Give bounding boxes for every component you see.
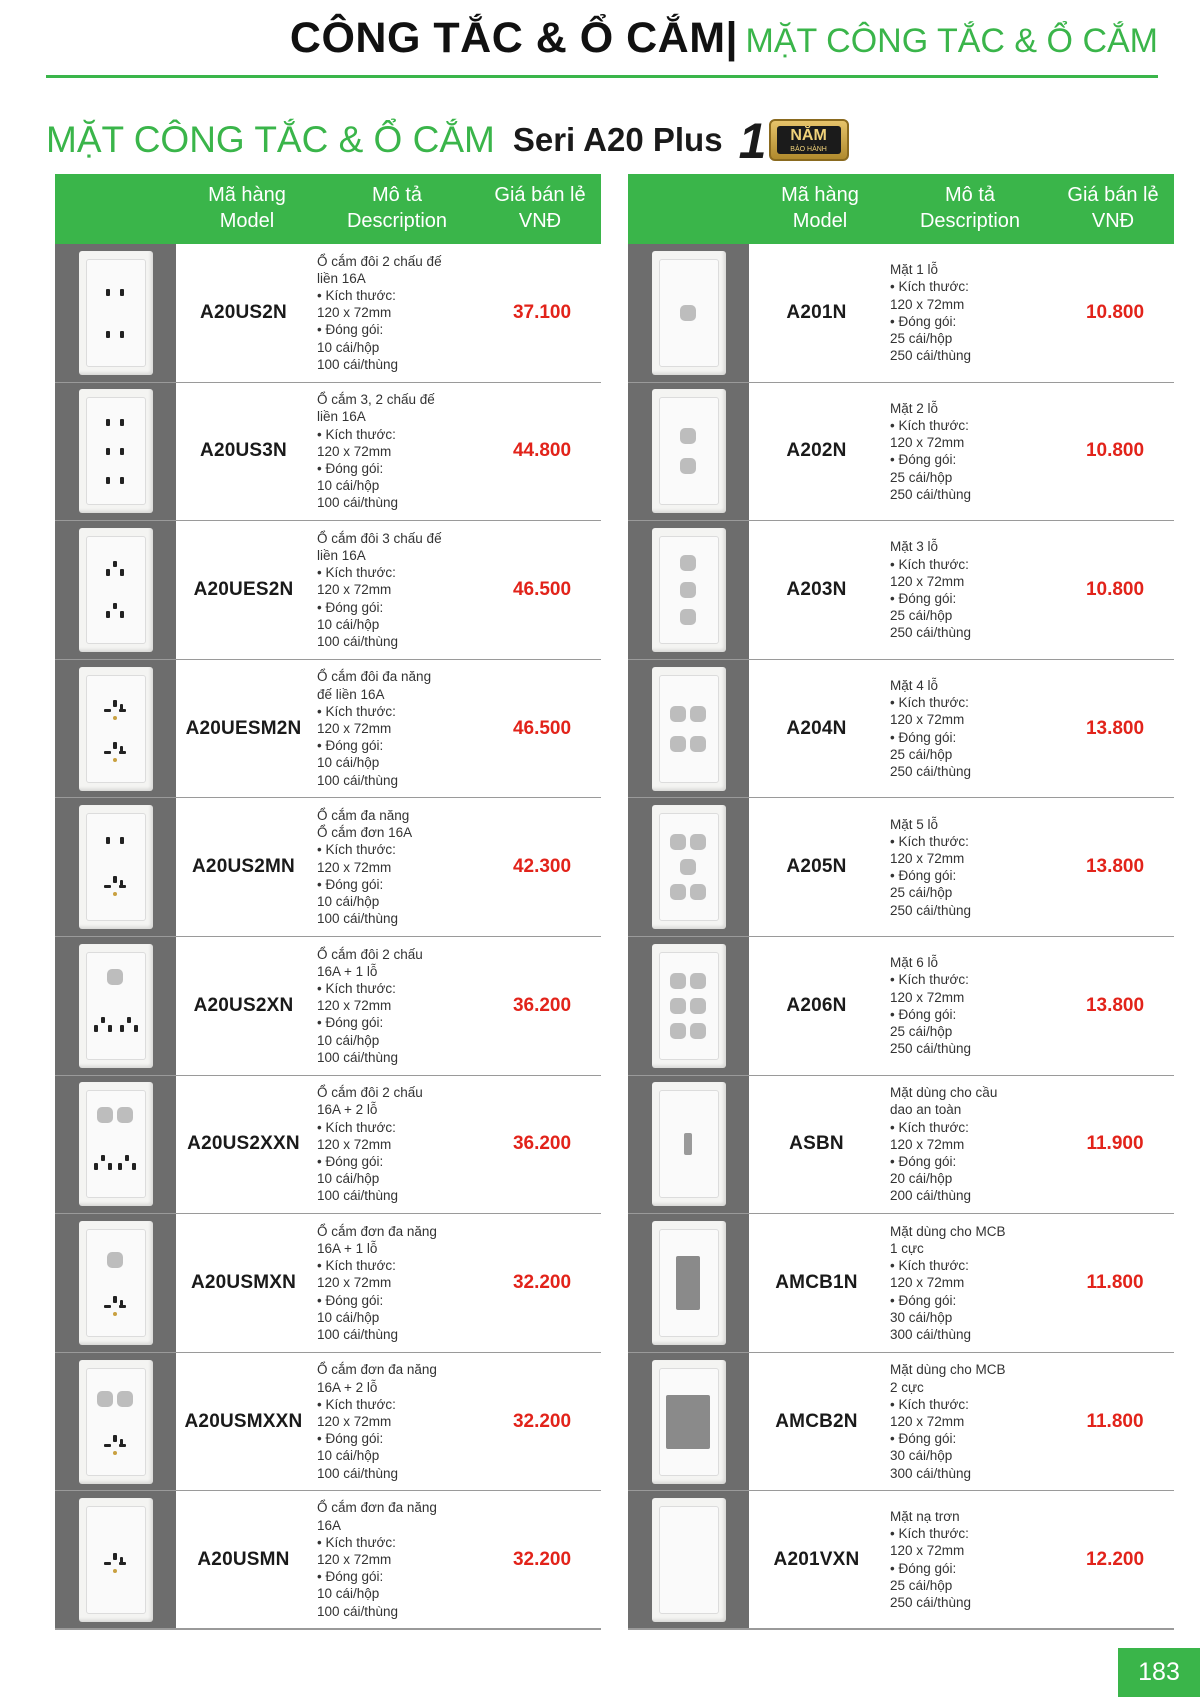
description-text: Mặt nạ trơn • Kích thước: 120 x 72mm • Đóng gói: 25 cái/hộp 250 cái/thùng — [890, 1509, 972, 1611]
product-description — [884, 937, 1056, 1075]
product-model: A202N — [786, 440, 847, 462]
product-price: 11.800 — [1086, 1271, 1144, 1293]
product-price: 10.800 — [1085, 578, 1145, 600]
product-model: A20USMXXN — [184, 1410, 303, 1432]
product-price: 12.200 — [1085, 1548, 1145, 1570]
table-row — [55, 937, 601, 1076]
product-model: A206N — [786, 994, 847, 1016]
single-multi-socket-icon — [79, 1498, 153, 1622]
product-image — [628, 1491, 749, 1628]
product-description — [884, 1491, 1056, 1628]
description-text: Mặt dùng cho MCB 1 cực • Kích thước: 120 x 72mm • Đóng gói: 30 cái/hộp 300 cái/thùng — [890, 1223, 1006, 1342]
product-model: ASBN — [789, 1133, 844, 1155]
plate-mcb-2-pole-icon — [652, 1360, 726, 1484]
product-model: A20USMXN — [190, 1271, 297, 1293]
header-model-vi: Mã hàng — [781, 184, 859, 206]
header-model-vi: Mã hàng — [208, 184, 286, 206]
double-socket-2pin-icon — [79, 251, 153, 375]
badge-year: NĂM — [790, 127, 827, 144]
plate-1-hole-icon — [652, 251, 726, 375]
product-model: A20US2N — [200, 301, 287, 323]
table-row — [628, 660, 1174, 799]
description-text: Ổ cắm đôi 2 chấu đế liền 16A • Kích thước: 120 x 72mm • Đóng gói: 10 cái/hộp 100 cái/thùng — [317, 253, 442, 372]
product-description — [884, 383, 1056, 521]
table-row — [55, 383, 601, 522]
header-desc-vi: Mô tả — [944, 184, 996, 206]
product-image — [55, 1076, 176, 1214]
product-image — [628, 798, 749, 936]
product-model: A201N — [786, 301, 847, 323]
product-description — [884, 244, 1056, 382]
product-price: 11.800 — [1086, 1410, 1144, 1432]
header-price-en: VNĐ — [1091, 210, 1135, 232]
product-description — [884, 1214, 1056, 1352]
product-price: 36.200 — [512, 1133, 572, 1155]
table-row — [55, 1214, 601, 1353]
product-price: 13.800 — [1085, 856, 1145, 878]
table-row — [628, 521, 1174, 660]
table-body-right — [628, 244, 1174, 1630]
page-number: 183 — [1118, 1648, 1200, 1697]
table-row — [55, 660, 601, 799]
table-row — [55, 798, 601, 937]
product-image — [55, 383, 176, 521]
product-image — [628, 937, 749, 1075]
header-desc-vi: Mô tả — [371, 184, 423, 206]
single-multi-1-hole-icon — [79, 1221, 153, 1345]
table-row — [55, 1353, 601, 1492]
product-model: A201VXN — [773, 1548, 860, 1570]
product-description — [311, 383, 483, 521]
product-price: 32.200 — [512, 1271, 572, 1293]
product-model: A203N — [786, 578, 847, 600]
description-text: Ổ cắm đôi đa năng đế liền 16A • Kích thước: 120 x 72mm • Đóng gói: 10 cái/hộp 100 cái/thùng — [317, 669, 432, 788]
product-description — [311, 521, 483, 659]
description-text: Ổ cắm đôi 2 chấu 16A + 2 lỗ • Kích thước: 120 x 72mm • Đóng gói: 10 cái/hộp 100 cái/thùng — [317, 1085, 423, 1204]
single-multi-2-holes-icon — [79, 1360, 153, 1484]
badge-warranty: BẢO HÀNH — [790, 146, 827, 153]
table-row — [628, 1353, 1174, 1492]
plate-4-holes-icon — [652, 667, 726, 791]
header-title-light: MẶT CÔNG TẮC & Ổ CẮM — [745, 22, 1158, 60]
triple-socket-2pin-icon — [79, 389, 153, 513]
description-text: Ổ cắm đơn đa năng 16A + 1 lỗ • Kích thước: 120 x 72mm • Đóng gói: 10 cái/hộp 100 cái/thùng — [317, 1223, 437, 1342]
table-row — [628, 1076, 1174, 1215]
product-description — [884, 1353, 1056, 1491]
product-image — [55, 937, 176, 1075]
plate-blank-icon — [652, 1498, 726, 1622]
product-price: 13.800 — [1085, 717, 1145, 739]
product-description — [311, 798, 483, 936]
product-description — [884, 798, 1056, 936]
product-description — [311, 1076, 483, 1214]
product-model: A20USMN — [197, 1548, 290, 1570]
description-text: Mặt 6 lỗ • Kích thước: 120 x 72mm • Đóng gói: 25 cái/hộp 250 cái/thùng — [890, 955, 972, 1057]
description-text: Ổ cắm đôi 2 chấu 16A + 1 lỗ • Kích thước: 120 x 72mm • Đóng gói: 10 cái/hộp 100 cái/thùng — [317, 946, 423, 1065]
product-image — [55, 798, 176, 936]
product-model: A204N — [786, 717, 847, 739]
warranty-badge-icon — [738, 113, 854, 169]
header-price-en: VNĐ — [518, 210, 562, 232]
description-text: Ổ cắm 3, 2 chấu đế liền 16A • Kích thước: 120 x 72mm • Đóng gói: 10 cái/hộp 100 cái/thùng — [317, 392, 435, 511]
multi-single-socket-icon — [79, 805, 153, 929]
product-image — [55, 244, 176, 382]
table-row — [55, 1076, 601, 1215]
product-image — [55, 1353, 176, 1491]
plate-safety-breaker-icon — [652, 1082, 726, 1206]
header-model-en: Model — [219, 210, 275, 232]
description-text: Mặt 3 lỗ • Kích thước: 120 x 72mm • Đóng gói: 25 cái/hộp 250 cái/thùng — [890, 539, 972, 641]
product-image — [628, 1214, 749, 1352]
plate-6-holes-icon — [652, 944, 726, 1068]
plate-2-holes-icon — [652, 389, 726, 513]
product-image — [55, 521, 176, 659]
product-price: 11.900 — [1086, 1133, 1144, 1155]
product-price: 46.500 — [512, 578, 572, 600]
table-row — [628, 1491, 1174, 1630]
double-socket-3pin-icon — [79, 528, 153, 652]
product-price: 42.300 — [512, 856, 572, 878]
table-row — [628, 1214, 1174, 1353]
product-description — [311, 1214, 483, 1352]
description-text: Mặt 2 lỗ • Kích thước: 120 x 72mm • Đóng gói: 25 cái/hộp 250 cái/thùng — [890, 400, 972, 502]
header-price-vi: Giá bán lẻ — [494, 184, 586, 206]
description-text: Ổ cắm đôi 3 chấu đế liền 16A • Kích thước: 120 x 72mm • Đóng gói: 10 cái/hộp 100 cái/thùng — [317, 530, 442, 649]
product-image — [628, 383, 749, 521]
product-image — [628, 660, 749, 798]
header-separator: | — [725, 14, 738, 62]
product-price: 10.800 — [1085, 301, 1145, 323]
product-price: 37.100 — [512, 301, 572, 323]
product-model: AMCB1N — [775, 1271, 858, 1293]
product-image — [628, 1076, 749, 1214]
table-row — [55, 521, 601, 660]
product-image — [628, 244, 749, 382]
product-description — [311, 1353, 483, 1491]
table-row — [55, 1491, 601, 1630]
product-model: A20US2XXN — [187, 1133, 300, 1155]
product-price: 36.200 — [512, 994, 572, 1016]
description-text: Mặt dùng cho MCB 2 cực • Kích thước: 120 x 72mm • Đóng gói: 30 cái/hộp 300 cái/thùng — [890, 1362, 1006, 1481]
header-desc-en: Description — [346, 210, 448, 232]
page-header — [46, 14, 1158, 78]
description-text: Mặt 1 lỗ • Kích thước: 120 x 72mm • Đóng gói: 25 cái/hộp 250 cái/thùng — [890, 262, 972, 364]
product-model: A20US2MN — [192, 856, 295, 878]
product-image — [55, 660, 176, 798]
table-row — [55, 244, 601, 383]
double-socket-1-hole-icon — [79, 944, 153, 1068]
description-text: Mặt 4 lỗ • Kích thước: 120 x 72mm • Đóng gói: 25 cái/hộp 250 cái/thùng — [890, 677, 972, 779]
header-desc-en: Description — [919, 210, 1021, 232]
product-price: 46.500 — [512, 717, 572, 739]
double-socket-2-holes-icon — [79, 1082, 153, 1206]
double-socket-multi-icon — [79, 667, 153, 791]
table-body-left — [55, 244, 601, 1630]
series-name: Seri A20 Plus — [512, 121, 723, 158]
product-model: A20UESM2N — [185, 717, 302, 739]
table-header — [55, 174, 601, 244]
table-row — [628, 798, 1174, 937]
product-image — [55, 1214, 176, 1352]
product-table-right — [628, 174, 1174, 1630]
product-image — [628, 521, 749, 659]
description-text: Ổ cắm đơn đa năng 16A + 2 lỗ • Kích thước: 120 x 72mm • Đóng gói: 10 cái/hộp 100 cái/thùng — [317, 1362, 437, 1481]
description-text: Ổ cắm đa năng Ổ cắm đơn 16A • Kích thước: 120 x 72mm • Đóng gói: 10 cái/hộp 100 cái/thùng — [317, 807, 413, 927]
product-model: A20US3N — [200, 440, 287, 462]
product-price: 44.800 — [512, 440, 572, 462]
product-price: 10.800 — [1085, 440, 1145, 462]
description-text: Ổ cắm đơn đa năng 16A • Kích thước: 120 x 72mm • Đóng gói: 10 cái/hộp 100 cái/thùng — [317, 1500, 437, 1619]
product-description — [884, 521, 1056, 659]
badge-number: 1 — [738, 113, 767, 169]
plate-mcb-1-pole-icon — [652, 1221, 726, 1345]
table-header — [628, 174, 1174, 244]
product-model: A20US2XN — [193, 994, 294, 1016]
table-row — [628, 937, 1174, 1076]
description-text: Mặt 5 lỗ • Kích thước: 120 x 72mm • Đóng gói: 25 cái/hộp 250 cái/thùng — [890, 816, 972, 918]
product-image — [55, 1491, 176, 1628]
product-description — [884, 660, 1056, 798]
product-model: A20UES2N — [193, 578, 294, 600]
product-image — [628, 1353, 749, 1491]
product-price: 32.200 — [512, 1548, 572, 1570]
header-price-vi: Giá bán lẻ — [1067, 184, 1159, 206]
plate-5-holes-icon — [652, 805, 726, 929]
product-price: 13.800 — [1085, 994, 1145, 1016]
product-price: 32.200 — [512, 1410, 572, 1432]
product-model: A205N — [786, 856, 847, 878]
product-description — [311, 660, 483, 798]
table-row — [628, 244, 1174, 383]
section-title — [46, 112, 854, 168]
product-description — [311, 1491, 483, 1628]
product-description — [311, 244, 483, 382]
plate-3-holes-icon — [652, 528, 726, 652]
description-text: Mặt dùng cho cầu dao an toàn • Kích thước: 120 x 72mm • Đóng gói: 20 cái/hộp 200 cái/thùng — [890, 1085, 998, 1204]
product-table-left — [55, 174, 601, 1630]
header-title-bold: CÔNG TẮC & Ổ CẮM — [289, 14, 726, 62]
product-description — [311, 937, 483, 1075]
table-row — [628, 383, 1174, 522]
product-description — [884, 1076, 1056, 1214]
header-model-en: Model — [792, 210, 848, 232]
section-title-text: MẶT CÔNG TẮC & Ổ CẮM — [46, 119, 495, 160]
product-model: AMCB2N — [775, 1410, 858, 1432]
